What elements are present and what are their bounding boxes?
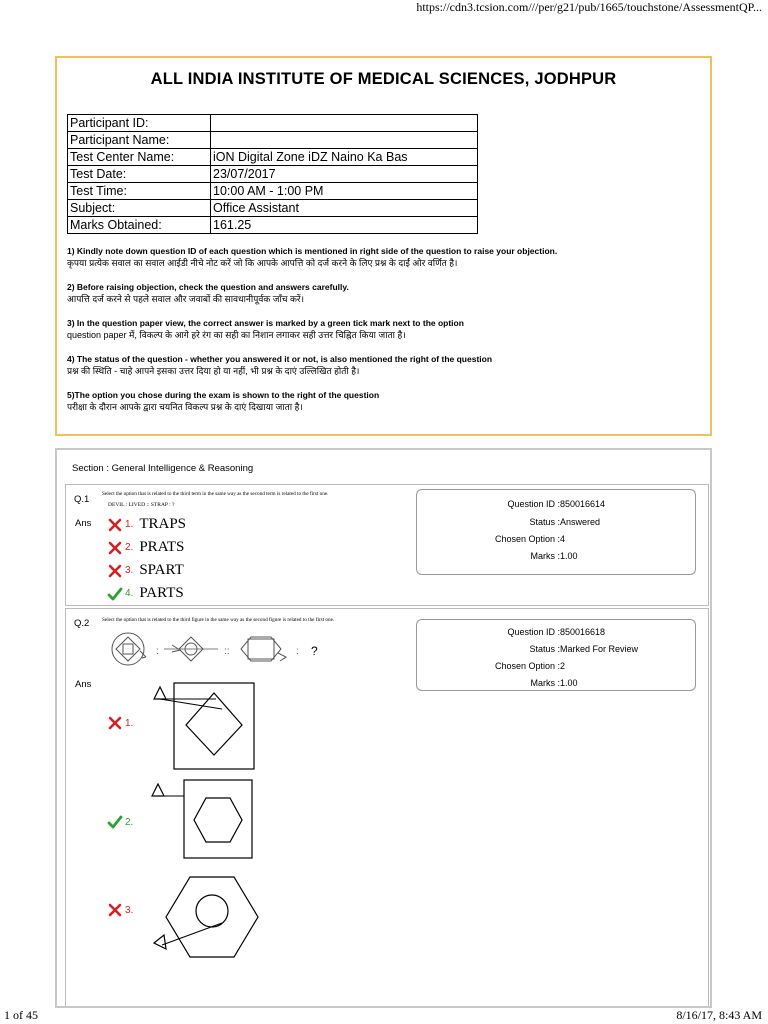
- question-figure: [106, 631, 336, 671]
- question-subtext: DEVIL : LIVED :: STRAP : ?: [108, 502, 175, 508]
- page-counter: 1 of 45: [4, 1008, 38, 1022]
- info-row: [68, 166, 478, 183]
- section-title: Section : General Intelligence & Reasoning: [72, 463, 254, 474]
- option: [107, 539, 184, 556]
- option-text: PARTS: [139, 585, 184, 601]
- info-label: Test Date:: [68, 166, 211, 183]
- option-number: 2.: [125, 542, 134, 553]
- info-label: Marks Obtained:: [68, 217, 211, 234]
- question-status-box: [416, 489, 696, 575]
- option-text: SPART: [139, 562, 184, 578]
- print-timestamp: 8/16/17, 8:43 AM: [676, 1008, 762, 1022]
- option: [107, 902, 133, 918]
- browser-url: https://cdn3.tcsion.com///per/g21/pub/1665/touchstone/AssessmentQP...: [416, 0, 762, 14]
- question-text: Select the option that is related to the third figure in the same way as the second figure is related to the first one.: [102, 617, 335, 623]
- option-number: 1.: [125, 519, 134, 530]
- instruction-hindi: परीक्षा के दौरान आपके द्वारा चयनित विकल्प प्रश्न के दाएं दिखाया जाता है।: [67, 402, 303, 412]
- instruction-english: 3) In the question paper view, the correct answer is marked by a green tick mark next to the option: [67, 318, 464, 328]
- option: [107, 814, 133, 830]
- svg-text:::: ::: [224, 646, 230, 657]
- question-id: 850016614: [560, 499, 606, 509]
- instruction-english: 4) The status of the question - whether you answered it or not, is also mentioned the right of the question: [67, 354, 493, 364]
- instruction-english: 2) Before raising objection, check the question and answers carefully.: [67, 282, 349, 292]
- instruction-item: [67, 281, 707, 305]
- chosen-option: 4: [560, 534, 566, 544]
- instruction-hindi: आपत्ति दर्ज करने से पहले सवाल और जवाबों की सावधानीपूर्वक जाँच करें।: [67, 294, 304, 304]
- chosen-option: 2: [560, 661, 566, 671]
- option: [107, 715, 133, 731]
- question-id: 850016618: [560, 627, 606, 637]
- option-figure: [142, 673, 262, 773]
- page-title: ALL INDIA INSTITUTE OF MEDICAL SCIENCES, JODHPUR: [150, 70, 617, 88]
- option-number: 3.: [125, 565, 134, 576]
- info-value: 10:00 AM - 1:00 PM: [211, 183, 478, 200]
- answer-label: Ans: [75, 518, 92, 529]
- question-block: [65, 484, 709, 606]
- status-label: Marks :: [530, 551, 560, 561]
- info-row: [68, 115, 478, 132]
- instruction-hindi: question paper में, विकल्प के आगे हरे रंग का सही का निशान लगाकर सही उत्तर चिह्नित किया जाता है।: [67, 330, 406, 340]
- status-label: Marks :: [530, 678, 560, 688]
- question-block: [65, 608, 709, 1008]
- question-status-box: [416, 619, 696, 691]
- option: [107, 562, 184, 579]
- cross-icon: [107, 563, 123, 579]
- instruction-english: 1) Kindly note down question ID of each question which is mentioned in right side of the question to raise your objection.: [67, 246, 558, 256]
- option-number: 4.: [125, 588, 134, 599]
- info-row: [68, 132, 478, 149]
- instruction-item: [67, 317, 707, 341]
- option: [107, 585, 184, 602]
- info-label: Test Center Name:: [68, 149, 211, 166]
- status-label: Question ID :: [507, 627, 560, 637]
- info-value: 161.25: [211, 217, 478, 234]
- status-label: Question ID :: [507, 499, 560, 509]
- instruction-item: [67, 389, 707, 413]
- question-text: Select the option that is related to the third term in the same way as the second term is related to the first one.: [102, 491, 329, 497]
- option: [107, 516, 186, 533]
- participant-info-table: [67, 114, 478, 234]
- info-row: [68, 149, 478, 166]
- option-figure: [142, 776, 262, 876]
- status-label: Status :: [529, 644, 560, 654]
- instructions: [67, 245, 707, 425]
- option-figure: [142, 871, 272, 971]
- instruction-english: 5)The option you chose during the exam is shown to the right of the question: [67, 390, 380, 400]
- option-text: TRAPS: [139, 516, 187, 532]
- tick-icon: [107, 586, 123, 602]
- svg-text::: :: [156, 646, 159, 657]
- status-label: Chosen Option :: [494, 534, 560, 544]
- status-label: Status :: [529, 517, 560, 527]
- question-number: Q.2: [74, 618, 90, 629]
- instruction-hindi: प्रश्न की स्थिति - चाहे आपने इसका उत्तर दिया हो या नहीं, भी प्रश्न के दाएं उल्लिखित होती है।: [67, 366, 360, 376]
- info-value: [211, 115, 478, 132]
- instruction-item: [67, 245, 707, 269]
- cross-icon: [107, 540, 123, 556]
- cross-icon: [107, 902, 123, 918]
- cross-icon: [107, 715, 123, 731]
- tick-icon: [107, 814, 123, 830]
- info-row: [68, 200, 478, 217]
- info-row: [68, 183, 478, 200]
- section-panel: [55, 448, 712, 1008]
- exam-header-box: [55, 56, 712, 436]
- svg-text::: :: [296, 646, 299, 657]
- figure-question-mark: ?: [311, 644, 318, 658]
- status-value: Answered: [560, 517, 601, 527]
- info-value: [211, 132, 478, 149]
- info-value: 23/07/2017: [211, 166, 478, 183]
- question-number: Q.1: [74, 494, 90, 505]
- status-label: Chosen Option :: [494, 661, 560, 671]
- option-number: 1.: [125, 717, 134, 729]
- info-label: Participant Name:: [68, 132, 211, 149]
- instruction-item: [67, 353, 707, 377]
- instruction-hindi: कृपया प्रत्येक सवाल का सवाल आईडी नीचे नोट करें जो कि आपके आपत्ति को दर्ज करने के लिए प्रश्न के दाईं ओर वर्णित है।: [67, 258, 458, 268]
- cross-icon: [107, 517, 123, 533]
- option-number: 3.: [125, 904, 134, 916]
- info-value: iON Digital Zone iDZ Naino Ka Bas: [211, 149, 478, 166]
- answer-label: Ans: [75, 679, 92, 690]
- info-row: [68, 217, 478, 234]
- info-label: Participant ID:: [68, 115, 211, 132]
- info-label: Subject:: [68, 200, 211, 217]
- marks-value: 1.00: [560, 551, 578, 561]
- option-text: PRATS: [139, 539, 185, 555]
- option-number: 2.: [125, 816, 134, 828]
- status-value: Marked For Review: [560, 644, 639, 654]
- info-value: Office Assistant: [211, 200, 478, 217]
- info-label: Test Time:: [68, 183, 211, 200]
- marks-value: 1.00: [560, 678, 578, 688]
